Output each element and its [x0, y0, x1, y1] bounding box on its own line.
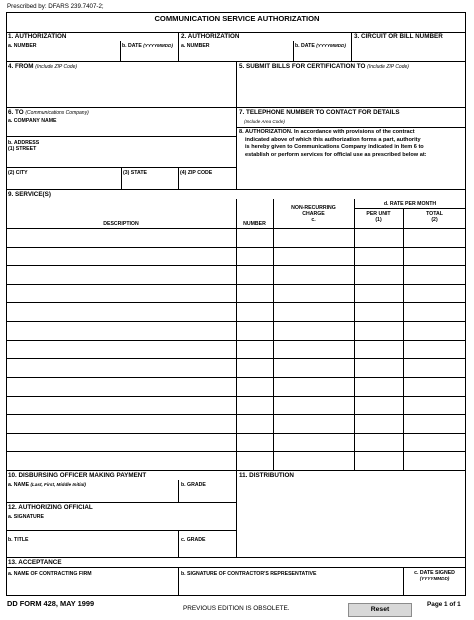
divider [273, 199, 274, 470]
state-label: (3) STATE [123, 170, 148, 176]
item7-note: (Include Area Code) [244, 119, 285, 124]
rep-signature-label: b. SIGNATURE OF CONTRACTOR'S REPRESENTATIVE [181, 571, 317, 577]
auth-grade-label: c. GRADE [181, 537, 206, 543]
item2-label: 2. AUTHORIZATION [181, 33, 240, 40]
item2-date-field[interactable] [295, 50, 349, 60]
item5-label: 5. SUBMIT BILLS FOR CERTIFICATION TO (Include ZIP Code) [239, 63, 409, 70]
auth-grade-field[interactable] [181, 544, 234, 556]
divider [6, 530, 236, 531]
divider [178, 480, 179, 502]
divider [236, 127, 466, 128]
item4-label: 4. FROM (Include ZIP Code) [8, 63, 78, 70]
item13-label: 13. ACCEPTANCE [8, 559, 62, 566]
disbursing-grade-label: b. GRADE [181, 482, 206, 488]
telephone-field[interactable] [300, 116, 464, 126]
item1-date-label: b. DATE (YYYYMMDD) [122, 43, 173, 49]
authorization-location-field[interactable] [239, 162, 464, 188]
item2-number-field[interactable] [181, 50, 291, 60]
rate-header: d. RATE PER MONTH [383, 201, 437, 207]
divider [178, 567, 179, 596]
divider [351, 32, 352, 61]
item12-label: 12. AUTHORIZING OFFICIAL [8, 504, 93, 511]
divider [178, 167, 179, 189]
submit-bills-field[interactable] [239, 71, 464, 106]
divider [178, 530, 179, 557]
item8-text: 8. AUTHORIZATION. In accordance with provisions of the contract indicated above of which this authorization forms a part, authority is hereby given to Communications Company indicated in Item 6 to establish or perform services for official use as prescribed below at: [239, 129, 427, 159]
divider [120, 41, 121, 61]
reset-button[interactable]: Reset [348, 603, 412, 617]
divider [354, 199, 355, 470]
signature-field[interactable] [8, 520, 234, 529]
street-field[interactable] [8, 153, 234, 166]
number-header: NUMBER [243, 221, 266, 227]
company-name-field[interactable] [8, 125, 234, 135]
divider [236, 470, 237, 557]
date-signed-field[interactable] [406, 584, 464, 595]
title-label: b. TITLE [8, 537, 29, 543]
obsolete-note: PREVIOUS EDITION IS OBSOLETE. [183, 605, 290, 612]
item1-date-field[interactable] [122, 50, 176, 60]
date-signed-label: c. DATE SIGNED (YYYYMMDD) [414, 570, 455, 581]
zip-label: (4) ZIP CODE [180, 170, 213, 176]
firm-label: a. NAME OF CONTRACTING FIRM [8, 571, 92, 577]
item2-number-label: a. NUMBER [181, 43, 210, 49]
total-header: TOTAL (2) [426, 211, 443, 223]
item11-label: 11. DISTRIBUTION [239, 472, 294, 479]
page-number: Page 1 of 1 [427, 601, 461, 608]
divider [236, 199, 237, 470]
item6-label: 6. TO (Communications Company) [8, 109, 89, 116]
item2-date-label: b. DATE (YYYYMMDD) [295, 43, 346, 49]
city-field[interactable] [8, 177, 119, 188]
from-field[interactable] [8, 71, 234, 106]
city-label: (2) CITY [8, 170, 28, 176]
item1-number-label: a. NUMBER [8, 43, 37, 49]
disbursing-grade-field[interactable] [181, 489, 234, 501]
description-header: DESCRIPTION [103, 221, 139, 227]
item9-label: 9. SERVICE(S) [8, 191, 51, 198]
item10-label: 10. DISBURSING OFFICER MAKING PAYMENT [8, 472, 147, 479]
disbursing-name-label: a. NAME (Last, First, Middle Initial) [8, 482, 86, 488]
per-unit-header: PER UNIT (1) [366, 211, 391, 223]
divider [354, 208, 466, 209]
circuit-number-field[interactable] [354, 42, 464, 60]
auth-title-field[interactable] [8, 544, 176, 556]
form-number: DD FORM 428, MAY 1999 [7, 599, 95, 608]
signature-label: a. SIGNATURE [8, 514, 44, 520]
divider [6, 557, 466, 558]
divider [403, 208, 404, 470]
divider [6, 136, 236, 137]
divider [293, 41, 294, 61]
rep-signature-field[interactable] [181, 580, 401, 595]
address-label: b. ADDRESS [8, 140, 40, 146]
item1-label: 1. AUTHORIZATION [8, 33, 67, 40]
distribution-field[interactable] [239, 481, 464, 556]
item7-label: 7. TELEPHONE NUMBER TO CONTACT FOR DETAILS [239, 109, 400, 116]
zip-field[interactable] [180, 177, 234, 188]
divider [6, 502, 236, 503]
form-title: COMMUNICATION SERVICE AUTHORIZATION [154, 14, 320, 23]
state-field[interactable] [123, 177, 176, 188]
divider [6, 567, 466, 568]
street-label: (1) STREET [8, 146, 37, 152]
divider [121, 167, 122, 189]
divider [236, 61, 237, 189]
firm-field[interactable] [8, 580, 176, 595]
nonrecurring-header: NON-RECURRING CHARGE c. [291, 205, 336, 223]
item1-number-field[interactable] [8, 50, 118, 60]
company-name-label: a. COMPANY NAME [8, 118, 57, 124]
prescribed-by: Prescribed by: DFARS 239.7407-2; [7, 3, 104, 10]
item3-label: 3. CIRCUIT OR BILL NUMBER [354, 33, 443, 40]
divider [6, 189, 466, 190]
disbursing-name-field[interactable] [8, 489, 176, 501]
divider [178, 32, 179, 61]
